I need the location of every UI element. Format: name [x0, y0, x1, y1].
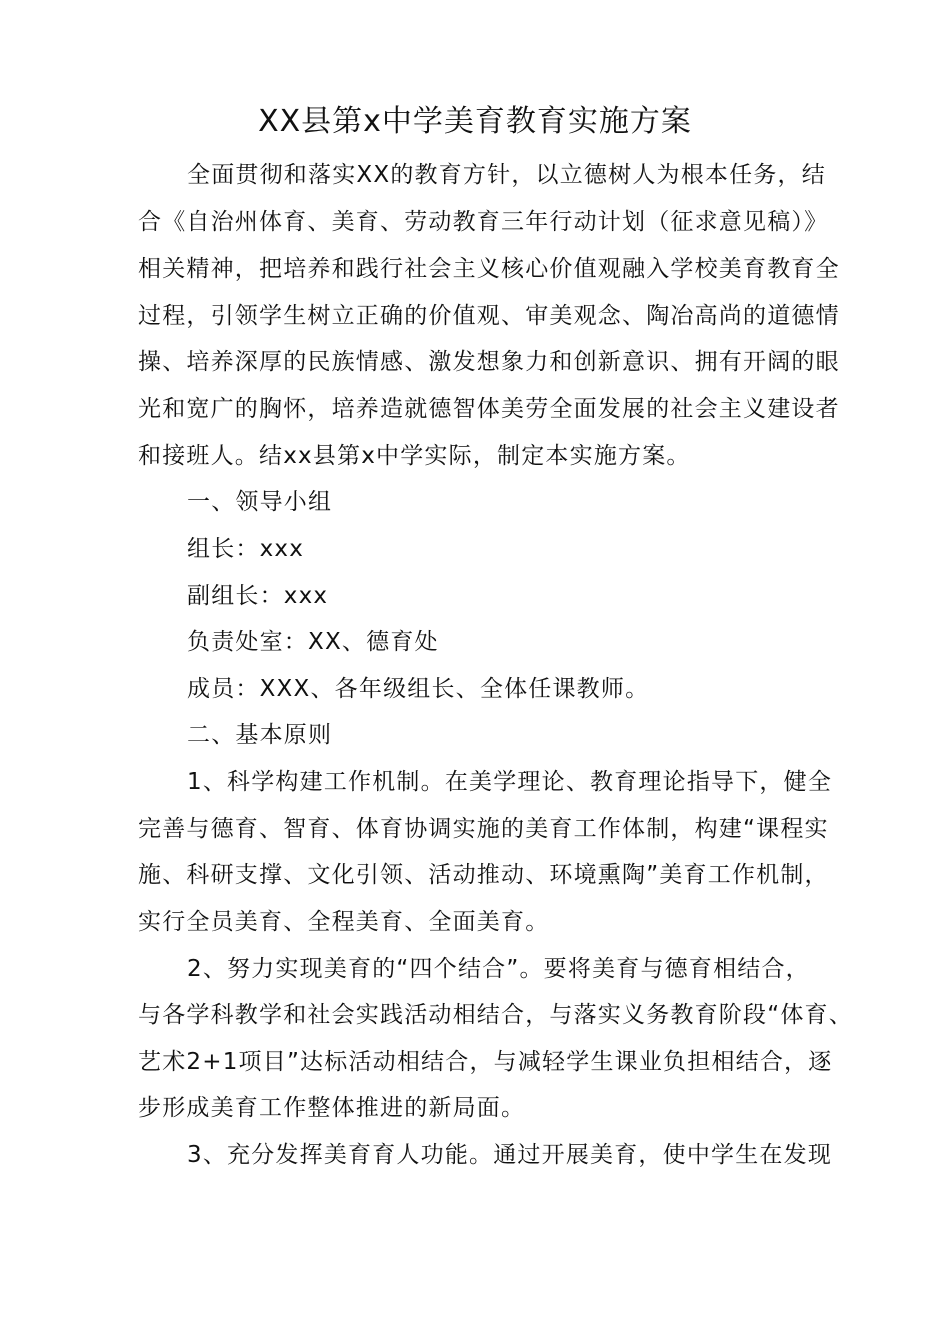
document-title: XX县第x中学美育教育实施方案 — [258, 104, 692, 139]
list-item: 负责处室：XX、德育处 — [187, 629, 439, 655]
paragraph-line: 合《自治州体育、美育、劳动教育三年行动计划（征求意见稿）》 — [138, 209, 829, 235]
paragraph-line: 2、努力实现美育的“四个结合”。要将美育与德育相结合， — [187, 956, 810, 982]
section-heading: 二、基本原则 — [187, 722, 333, 748]
section-heading: 一、领导小组 — [187, 489, 333, 515]
paragraph-line: 步形成美育工作整体推进的新局面。 — [138, 1095, 526, 1121]
paragraph-line: 艺术2+1项目”达标活动相结合，与减轻学生课业负担相结合，逐 — [138, 1049, 833, 1075]
paragraph-line: 全面贯彻和落实XX的教育方针，以立德树人为根本任务，结 — [187, 162, 826, 188]
paragraph-line: 操、培养深厚的民族情感、激发想象力和创新意识、拥有开阔的眼 — [138, 349, 840, 375]
list-item: 成员：XXX、各年级组长、全体任课教师。 — [187, 676, 650, 702]
paragraph-line: 1、科学构建工作机制。在美学理论、教育理论指导下，健全 — [187, 769, 833, 795]
paragraph-line: 与各学科教学和社会实践活动相结合，与落实义务教育阶段“体育、 — [138, 1002, 853, 1028]
list-item: 组长：xxx — [187, 536, 305, 562]
paragraph-line: 和接班人。结xx县第x中学实际，制定本实施方案。 — [138, 443, 691, 469]
list-item: 副组长：xxx — [187, 583, 329, 609]
paragraph-line: 实行全员美育、全程美育、全面美育。 — [138, 909, 550, 935]
paragraph-line: 施、科研支撑、文化引领、活动推动、环境熏陶”美育工作机制， — [138, 862, 829, 888]
paragraph-line: 过程，引领学生树立正确的价值观、审美观念、陶冶高尚的道德情 — [138, 303, 840, 329]
paragraph-line: 完善与德育、智育、体育协调实施的美育工作体制，构建“课程实 — [138, 816, 829, 842]
paragraph-line: 相关精神，把培养和践行社会主义核心价值观融入学校美育教育全 — [138, 256, 840, 282]
paragraph-line: 3、充分发挥美育育人功能。通过开展美育，使中学生在发现 — [187, 1142, 833, 1168]
paragraph-line: 光和宽广的胸怀，培养造就德智体美劳全面发展的社会主义建设者 — [138, 396, 840, 422]
